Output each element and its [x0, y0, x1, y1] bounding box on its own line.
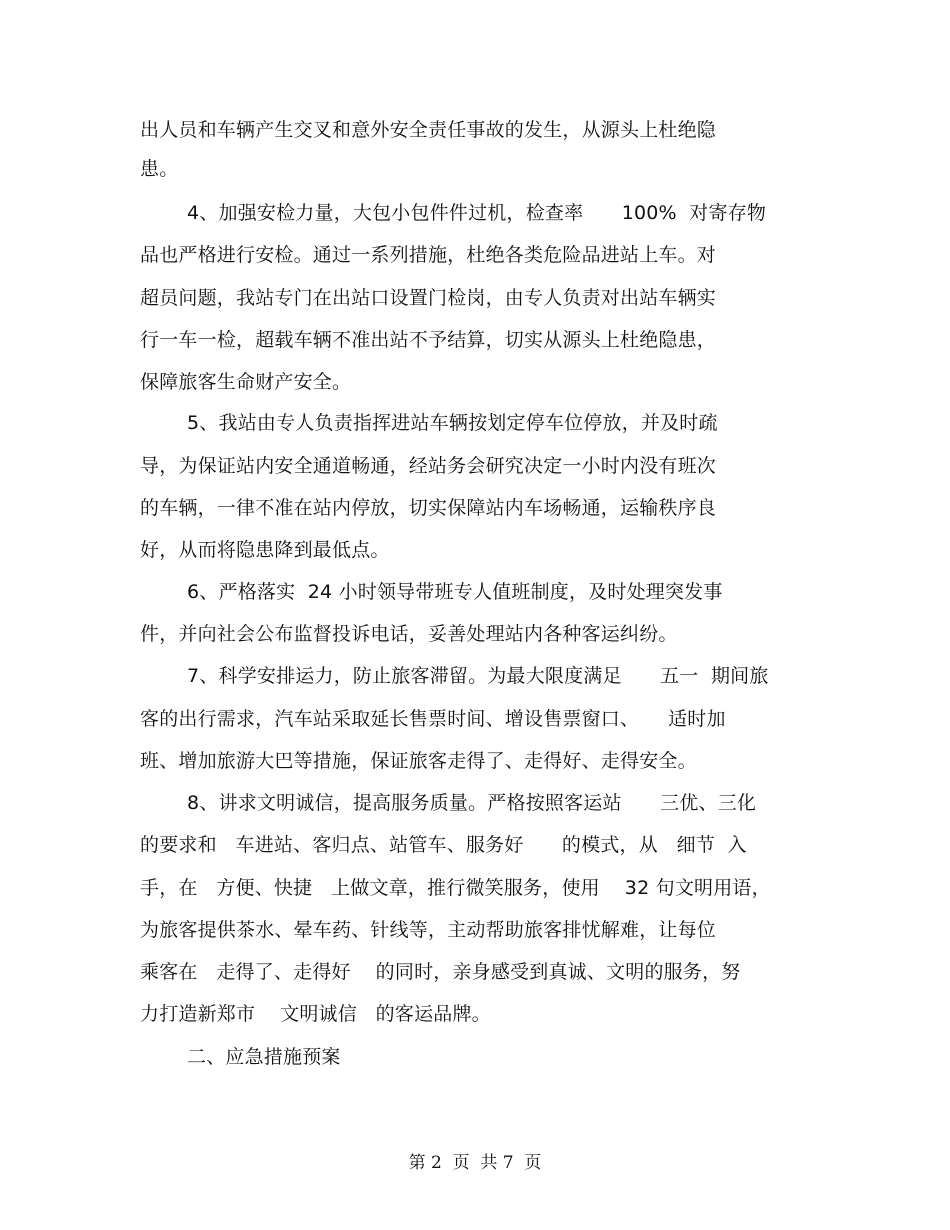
paragraph-first-line: 4、加强安检力量，大包小包件件过机，检查率 100% 对寄存物 — [187, 202, 767, 224]
text-line: 患。 — [140, 158, 179, 180]
paragraph-first-line: 5、我站由专人负责指挥进站车辆按划定停车位停放，并及时疏 — [187, 412, 718, 434]
text-line: 力打造新郑市 文明诚信 的客运品牌。 — [140, 1003, 491, 1025]
paragraph-first-line: 8、讲求文明诚信，提高服务质量。严格按照客运站 三优、三化 — [187, 792, 757, 814]
text-line: 为旅客提供茶水、晕车药、针线等，主动帮助旅客排忧解难，让每位 — [140, 919, 717, 941]
text-line: 班、增加旅游大巴等措施，保证旅客走得了、走得好、走得安全。 — [140, 750, 697, 772]
text-line: 超员问题，我站专门在出站口设置门检岗，由专人负责对出站车辆实 — [140, 287, 717, 309]
paragraph-first-line: 7、科学安排运力，防止旅客滞留。为最大限度满足 五一 期间旅 — [187, 665, 769, 687]
text-line: 行一车一检，超载车辆不准出站不予结算，切实从源头上杜绝隐患， — [140, 329, 717, 351]
text-line: 手，在 方便、快捷 上做文章，推行微笑服务，使用 32 句文明用语， — [140, 877, 771, 899]
text-line: 的要求和 车进站、客归点、站管车、服务好 的模式，从 细节 入 — [140, 834, 747, 856]
text-line: 保障旅客生命财产安全。 — [140, 371, 352, 393]
page-number-footer: 第 2 页 共 7 页 — [408, 1153, 542, 1173]
text-line: 导，为保证站内安全通道畅通，经站务会研究决定一小时内没有班次 — [140, 455, 717, 477]
section-heading: 二、应急措施预案 — [187, 1046, 341, 1068]
text-line: 件，并向社会公布监督投诉电话，妥善处理站内各种客运纠纷。 — [140, 623, 678, 645]
text-line: 客的出行需求，汽车站采取延长售票时间、增设售票窗口、 适时加 — [140, 708, 726, 730]
text-line: 出人员和车辆产生交叉和意外安全责任事故的发生，从源头上杜绝隐 — [140, 119, 717, 141]
paragraph-first-line: 6、严格落实 24 小时领导带班专人值班制度，及时处理突发事 — [187, 581, 723, 603]
text-line: 品也严格进行安检。通过一系列措施，杜绝各类危险品进站上车。对 — [140, 244, 717, 266]
text-line: 乘客在 走得了、走得好 的同时，亲身感受到真诚、文明的服务，努 — [140, 961, 741, 983]
text-line: 的车辆，一律不准在站内停放，切实保障站内车场畅通，运输秩序良 — [140, 497, 717, 519]
text-line: 好，从而将隐患降到最低点。 — [140, 539, 390, 561]
